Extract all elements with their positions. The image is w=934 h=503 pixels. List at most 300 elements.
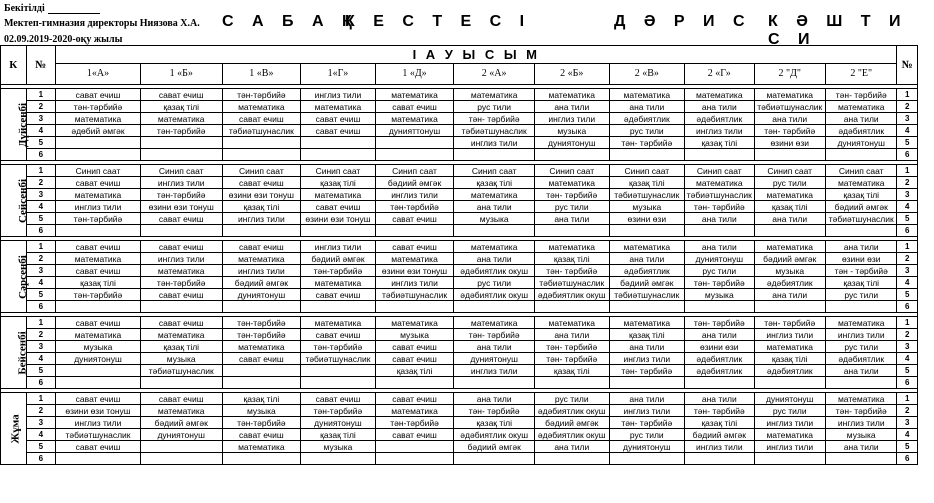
lesson-cell: қазақ тілі <box>754 201 825 213</box>
lesson-cell: инглиз тили <box>222 265 301 277</box>
lesson-cell: сават ечиш <box>140 317 222 329</box>
lesson-cell: өзини өзи тонуш <box>301 213 376 225</box>
title-word-3: Д Ә Р И С <box>614 13 752 30</box>
lesson-number: 2 <box>26 177 56 189</box>
lesson-cell: қазақ тілі <box>609 329 685 341</box>
lesson-cell: математика <box>301 101 376 113</box>
lesson-number: 6 <box>26 453 56 465</box>
lesson-cell: инглиз тили <box>454 365 535 377</box>
table-row <box>1 149 918 161</box>
lesson-cell: инглиз тили <box>301 241 376 253</box>
lesson-cell: инглиз тили <box>754 329 825 341</box>
lesson-cell: сават ечиш <box>140 393 222 405</box>
lesson-cell: сават ечиш <box>375 241 454 253</box>
lesson-cell <box>754 377 825 389</box>
lesson-cell: сават ечиш <box>140 213 222 225</box>
lesson-cell <box>375 225 454 237</box>
lesson-cell: қазақ тілі <box>301 177 376 189</box>
lesson-cell: ана тили <box>685 329 754 341</box>
lesson-cell: ана тили <box>535 101 610 113</box>
table-row <box>1 253 918 265</box>
lesson-cell: өзини өзи тонуш <box>140 201 222 213</box>
lesson-cell: математика <box>754 241 825 253</box>
lesson-cell: өзини өзи <box>685 341 754 353</box>
lesson-cell: ана тили <box>609 253 685 265</box>
lesson-cell: математика <box>56 253 141 265</box>
lesson-number-right: 4 <box>897 125 918 137</box>
lesson-number-right: 6 <box>897 453 918 465</box>
lesson-cell: тән- тәрбийә <box>685 317 754 329</box>
lesson-cell <box>140 377 222 389</box>
lesson-cell: әдәбиятлик <box>825 125 897 137</box>
lesson-cell: ана тили <box>454 253 535 265</box>
lesson-cell: тән- тәрбийә <box>685 277 754 289</box>
lesson-cell <box>222 365 301 377</box>
lesson-cell: сават ечиш <box>301 329 376 341</box>
lesson-cell: әдәбиятлик <box>609 113 685 125</box>
lesson-cell: инглиз тили <box>56 201 141 213</box>
lesson-cell <box>375 137 454 149</box>
lesson-cell: дуниятонуш <box>222 289 301 301</box>
lesson-cell: өзини өзи тонуш <box>56 405 141 417</box>
lesson-cell: қазақ тілі <box>454 177 535 189</box>
lesson-cell: қазақ тілі <box>140 101 222 113</box>
lesson-cell: инглиз тили <box>754 417 825 429</box>
lesson-cell: бәдиий әмгәк <box>685 429 754 441</box>
lesson-cell: рус тили <box>535 393 610 405</box>
lesson-cell: инглиз тили <box>609 353 685 365</box>
lesson-number: 5 <box>26 441 56 453</box>
lesson-cell: сават ечиш <box>222 241 301 253</box>
lesson-cell <box>140 453 222 465</box>
lesson-cell <box>754 301 825 313</box>
lesson-cell: тәбиәтшунаслик <box>535 277 610 289</box>
lesson-cell <box>454 149 535 161</box>
day-label <box>1 393 27 465</box>
lesson-number: 5 <box>26 213 56 225</box>
lesson-cell: инглиз тили <box>140 177 222 189</box>
lesson-cell: математика <box>301 317 376 329</box>
lesson-cell: тән- тәрбийә <box>685 201 754 213</box>
lesson-cell: математика <box>375 253 454 265</box>
lesson-cell: Синип саат <box>56 165 141 177</box>
lesson-cell: тән-тәрбийә <box>56 289 141 301</box>
lesson-cell <box>140 301 222 313</box>
lesson-cell: тән- тәрбийә <box>825 89 897 101</box>
lesson-cell: математика <box>535 177 610 189</box>
lesson-cell: ана тили <box>754 113 825 125</box>
lesson-cell: музыка <box>56 341 141 353</box>
lesson-cell: математика <box>222 101 301 113</box>
table-row <box>1 177 918 189</box>
lesson-cell: ана тили <box>609 101 685 113</box>
lesson-cell: өзини өзи тонуш <box>222 189 301 201</box>
lesson-cell: тәбиәтшунаслик <box>301 353 376 365</box>
lesson-cell: қазақ тілі <box>222 201 301 213</box>
table-row <box>1 301 918 313</box>
lesson-cell: қазақ тілі <box>301 429 376 441</box>
lesson-cell: инглиз тили <box>685 125 754 137</box>
lesson-cell: инглиз тили <box>825 417 897 429</box>
table-row <box>1 189 918 201</box>
lesson-cell: әдәбиятлик окуш <box>454 265 535 277</box>
lesson-cell: сават ечиш <box>56 177 141 189</box>
lesson-cell: қазақ тілі <box>825 189 897 201</box>
lesson-cell: математика <box>222 253 301 265</box>
lesson-cell: сават ечиш <box>301 113 376 125</box>
lesson-cell: сават ечиш <box>222 113 301 125</box>
no-header-right: № <box>897 46 918 85</box>
lesson-cell: әдәбиятлик окуш <box>454 429 535 441</box>
lesson-number-right: 6 <box>897 377 918 389</box>
lesson-number: 1 <box>26 241 56 253</box>
lesson-cell: әдөбий әмгәк <box>56 125 141 137</box>
lesson-number: 3 <box>26 417 56 429</box>
class-header: 2 «Б» <box>535 64 610 85</box>
lesson-cell <box>535 301 610 313</box>
lesson-cell: Синип саат <box>754 165 825 177</box>
lesson-cell: сават ечиш <box>56 241 141 253</box>
lesson-cell: математика <box>454 189 535 201</box>
lesson-cell: тән - тәрбийә <box>825 265 897 277</box>
lesson-cell <box>454 301 535 313</box>
lesson-cell: Синип саат <box>301 165 376 177</box>
lesson-cell: ана тили <box>535 329 610 341</box>
lesson-cell: тән- тәрбийә <box>535 265 610 277</box>
lesson-number-right: 5 <box>897 213 918 225</box>
lesson-cell: Синип саат <box>685 165 754 177</box>
lesson-cell: сават ечиш <box>222 429 301 441</box>
lesson-cell: дуниятонуш <box>140 429 222 441</box>
lesson-cell: әдәбиятлик окуш <box>535 405 610 417</box>
lesson-cell <box>375 441 454 453</box>
lesson-cell: ана тили <box>825 113 897 125</box>
lesson-cell: сават ечиш <box>301 201 376 213</box>
day-label <box>1 89 30 161</box>
lesson-cell: математика <box>375 113 454 125</box>
lesson-number-right: 4 <box>897 201 918 213</box>
lesson-cell <box>56 365 141 377</box>
lesson-cell: сават ечиш <box>56 265 141 277</box>
lesson-cell <box>56 137 141 149</box>
table-row <box>1 265 918 277</box>
lesson-cell: қазақ тілі <box>535 253 610 265</box>
lesson-cell: тән-тәрбийә <box>301 341 376 353</box>
lesson-cell: математика <box>375 89 454 101</box>
lesson-number: 3 <box>26 189 56 201</box>
lesson-number: 3 <box>26 265 56 277</box>
lesson-cell: тән- тәрбийә <box>454 405 535 417</box>
lesson-cell: математика <box>685 177 754 189</box>
lesson-cell: математика <box>535 89 610 101</box>
lesson-cell <box>375 453 454 465</box>
table-row <box>1 341 918 353</box>
lesson-cell: музыка <box>140 353 222 365</box>
lesson-number-right: 5 <box>897 137 918 149</box>
lesson-cell: музыка <box>754 265 825 277</box>
lesson-cell: тән- тәрбийә <box>454 113 535 125</box>
lesson-cell: рус тили <box>454 277 535 289</box>
lesson-cell: тәбиәтшунаслик <box>140 365 222 377</box>
lesson-cell: ана тили <box>685 213 754 225</box>
lesson-cell: тәбиәтшунаслик <box>609 189 685 201</box>
lesson-cell: инглиз тили <box>140 253 222 265</box>
lesson-cell: математика <box>56 189 141 201</box>
table-row <box>1 241 918 253</box>
lesson-cell: математика <box>375 405 454 417</box>
lesson-cell: әдәбиятлик <box>685 365 754 377</box>
class-header: 1 «Б» <box>140 64 222 85</box>
lesson-cell <box>301 149 376 161</box>
table-row <box>1 137 918 149</box>
lesson-cell: ана тили <box>825 365 897 377</box>
lesson-cell <box>301 365 376 377</box>
class-header: 2 «В» <box>609 64 685 85</box>
school-year: 02.09.2019-2020-оқу жылы <box>4 34 123 45</box>
lesson-cell: сават ечиш <box>140 89 222 101</box>
lesson-cell: тән-тәрбийә <box>375 201 454 213</box>
lesson-cell: дуниятонуш <box>56 353 141 365</box>
lesson-cell <box>685 225 754 237</box>
table-row <box>1 113 918 125</box>
lesson-cell: қазақ тілі <box>825 277 897 289</box>
lesson-cell: бәдиий әмгәк <box>754 253 825 265</box>
day-name: Жұма <box>9 413 22 444</box>
director-line: Мектеп-гимназия директоры Ниязова Х.А. <box>4 18 200 29</box>
lesson-cell: өзини өзи <box>825 253 897 265</box>
day-label <box>1 241 27 313</box>
lesson-cell <box>222 453 301 465</box>
lesson-cell: математика <box>535 241 610 253</box>
lesson-cell: тән-тәрбийә <box>222 317 301 329</box>
lesson-cell: әдәбиятлик <box>754 277 825 289</box>
lesson-cell: математика <box>140 113 222 125</box>
lesson-cell <box>222 149 301 161</box>
lesson-cell: тән- тәрбийә <box>609 365 685 377</box>
lesson-number: 4 <box>26 201 56 213</box>
table-row <box>1 213 918 225</box>
lesson-number-right: 6 <box>897 301 918 313</box>
lesson-cell <box>56 377 141 389</box>
lesson-cell <box>825 453 897 465</box>
table-row <box>1 317 918 329</box>
lesson-cell: бәдиий әмгәк <box>535 417 610 429</box>
lesson-cell: әдәбиятлик <box>825 353 897 365</box>
lesson-cell: Синип саат <box>535 165 610 177</box>
table-row <box>1 441 918 453</box>
lesson-cell: тәбиәтшунаслик <box>685 189 754 201</box>
lesson-cell: ана тили <box>825 441 897 453</box>
lesson-cell: математика <box>301 277 376 289</box>
lesson-cell <box>56 225 141 237</box>
lesson-cell: инглиз тили <box>825 329 897 341</box>
lesson-number: 2 <box>26 329 56 341</box>
class-header: 1«А» <box>56 64 141 85</box>
lesson-cell <box>454 377 535 389</box>
no-header: № <box>26 46 56 85</box>
lesson-cell: рус тили <box>454 101 535 113</box>
lesson-cell: тән-тәрбийә <box>56 101 141 113</box>
lesson-cell <box>454 225 535 237</box>
lesson-cell: музыка <box>825 429 897 441</box>
lesson-cell: ана тили <box>535 213 610 225</box>
lesson-number-right: 3 <box>897 113 918 125</box>
table-row <box>1 277 918 289</box>
lesson-number: 1 <box>26 89 56 101</box>
lesson-cell: қазақ тілі <box>685 417 754 429</box>
lesson-cell: тән-тәрбийә <box>140 189 222 201</box>
approved-label: Бекітілді <box>4 3 45 14</box>
lesson-cell <box>535 453 610 465</box>
table-row <box>1 365 918 377</box>
lesson-cell: сават ечиш <box>375 213 454 225</box>
lesson-cell: сават ечиш <box>56 441 141 453</box>
lesson-cell: бәдиий әмгәк <box>375 177 454 189</box>
lesson-number-right: 6 <box>897 225 918 237</box>
lesson-number-right: 3 <box>897 341 918 353</box>
lesson-cell <box>825 377 897 389</box>
lesson-cell <box>375 301 454 313</box>
lesson-cell <box>454 453 535 465</box>
lesson-cell: тән-тәрбийә <box>301 265 376 277</box>
lesson-cell: инглиз тили <box>754 441 825 453</box>
lesson-cell: ана тили <box>685 241 754 253</box>
lesson-cell: математика <box>140 405 222 417</box>
lesson-cell <box>825 149 897 161</box>
lesson-cell: ана тили <box>454 341 535 353</box>
lesson-cell: сават ечиш <box>301 289 376 301</box>
lesson-cell: тән-тәрбийә <box>375 417 454 429</box>
lesson-cell: дуниятонуш <box>825 137 897 149</box>
lesson-number: 2 <box>26 101 56 113</box>
lesson-cell: ана тили <box>454 393 535 405</box>
table-row <box>1 289 918 301</box>
lesson-cell: Синип саат <box>825 165 897 177</box>
lesson-cell: рус тили <box>825 289 897 301</box>
lesson-cell: математика <box>609 241 685 253</box>
lesson-cell <box>56 301 141 313</box>
lesson-number-right: 2 <box>897 101 918 113</box>
lesson-number: 2 <box>26 253 56 265</box>
lesson-cell: инглиз тили <box>535 113 610 125</box>
lesson-cell: математика <box>222 441 301 453</box>
lesson-cell: тән- тәрбийә <box>754 317 825 329</box>
lesson-cell: дуниятонуш <box>754 393 825 405</box>
lesson-cell: тән- тәрбийә <box>454 329 535 341</box>
lesson-number-right: 2 <box>897 177 918 189</box>
lesson-number-right: 5 <box>897 441 918 453</box>
lesson-cell: математика <box>222 341 301 353</box>
title-word-4: К Ә Ш Т И С И <box>768 13 908 48</box>
lesson-cell: сават ечиш <box>222 177 301 189</box>
lesson-number: 1 <box>26 317 56 329</box>
lesson-cell: қазақ тілі <box>222 393 301 405</box>
lesson-cell: тән- тәрбийә <box>535 189 610 201</box>
lesson-cell: ана тили <box>685 393 754 405</box>
lesson-cell: математика <box>454 317 535 329</box>
lesson-number-right: 1 <box>897 393 918 405</box>
lesson-cell: математика <box>56 113 141 125</box>
lesson-cell <box>685 453 754 465</box>
lesson-cell: қазақ тілі <box>56 277 141 289</box>
lesson-cell <box>609 301 685 313</box>
lesson-number: 4 <box>26 353 56 365</box>
lesson-cell: музыка <box>375 329 454 341</box>
lesson-cell: тән- тәрбийә <box>535 341 610 353</box>
lesson-cell: Синип саат <box>454 165 535 177</box>
day-label <box>1 317 27 389</box>
table-row <box>1 125 918 137</box>
lesson-cell <box>140 225 222 237</box>
table-row <box>1 405 918 417</box>
lesson-number-right: 1 <box>897 317 918 329</box>
table-row <box>1 353 918 365</box>
lesson-cell: қазақ тілі <box>609 177 685 189</box>
lesson-cell: әдәбиятлик <box>685 113 754 125</box>
table-row <box>1 225 918 237</box>
lesson-cell: ана тили <box>609 341 685 353</box>
lesson-cell: математика <box>754 189 825 201</box>
lesson-cell: рус тили <box>754 177 825 189</box>
lesson-cell <box>609 225 685 237</box>
lesson-cell: математика <box>685 89 754 101</box>
lesson-number-right: 1 <box>897 165 918 177</box>
lesson-cell: сават ечиш <box>140 289 222 301</box>
lesson-cell: тәбиәтшунаслик <box>454 125 535 137</box>
lesson-cell: математика <box>754 429 825 441</box>
lesson-cell: музыка <box>301 441 376 453</box>
lesson-number-right: 3 <box>897 417 918 429</box>
lesson-cell <box>609 377 685 389</box>
lesson-cell: ана тили <box>535 441 610 453</box>
lesson-cell: бәдиий әмгәк <box>140 417 222 429</box>
lesson-number: 6 <box>26 149 56 161</box>
lesson-number-right: 3 <box>897 189 918 201</box>
lesson-cell: тән-тәрбийә <box>301 405 376 417</box>
lesson-cell <box>222 137 301 149</box>
lesson-cell <box>301 225 376 237</box>
lesson-cell: рус тили <box>609 429 685 441</box>
lesson-cell: бәдиий әмгәк <box>825 201 897 213</box>
lesson-cell <box>535 377 610 389</box>
lesson-cell: математика <box>754 341 825 353</box>
lesson-cell: қазақ тілі <box>754 353 825 365</box>
lesson-cell <box>222 377 301 389</box>
lesson-cell: рус тили <box>685 265 754 277</box>
lesson-number: 4 <box>26 429 56 441</box>
lesson-cell: Синип саат <box>222 165 301 177</box>
lesson-cell <box>685 149 754 161</box>
lesson-cell: рус тили <box>535 201 610 213</box>
lesson-cell: тән- тәрбийә <box>609 417 685 429</box>
lesson-cell: тән-тәрбийә <box>222 89 301 101</box>
lesson-cell: тән-тәрбийә <box>56 213 141 225</box>
lesson-cell: қазақ тілі <box>375 365 454 377</box>
table-row <box>1 329 918 341</box>
lesson-cell: тән- тәрбийә <box>609 137 685 149</box>
lesson-number-right: 4 <box>897 277 918 289</box>
day-label <box>1 165 30 237</box>
lesson-cell: математика <box>535 317 610 329</box>
lesson-cell: математика <box>454 241 535 253</box>
day-name: Бейсенбі <box>16 330 29 375</box>
lesson-cell: тәбиәтшунаслик <box>609 289 685 301</box>
lesson-cell: музыка <box>535 125 610 137</box>
lesson-cell <box>301 377 376 389</box>
lesson-number-right: 4 <box>897 429 918 441</box>
lesson-number: 6 <box>26 377 56 389</box>
title-word-2: К Е С Т Е С І <box>345 13 532 30</box>
